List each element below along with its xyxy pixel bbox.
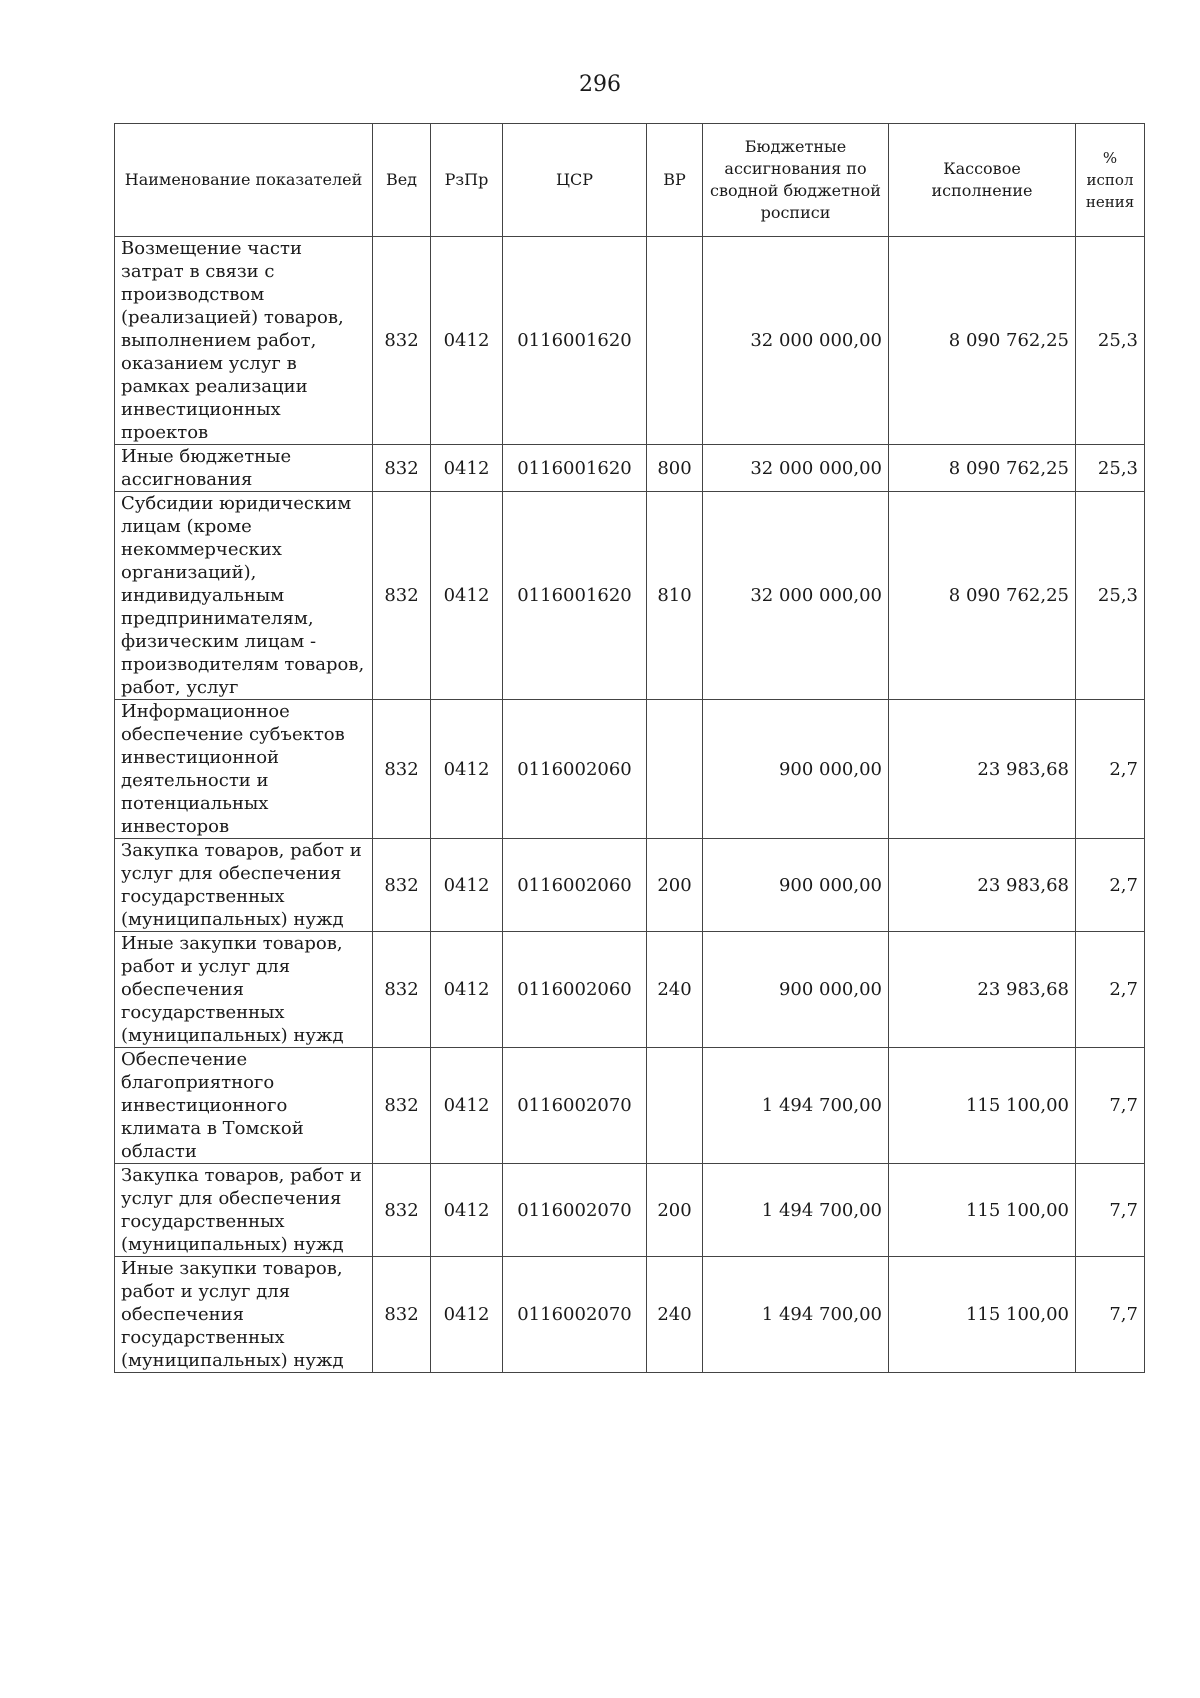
row-vr [647,237,703,445]
table-header-row [115,124,1145,237]
row-csr: 0116002070 [503,1048,647,1164]
row-cash: 23 983,68 [889,839,1076,932]
row-cash: 23 983,68 [889,932,1076,1048]
row-cash: 115 100,00 [889,1257,1076,1373]
row-vr: 240 [647,1257,703,1373]
row-vr [647,700,703,839]
row-vr: 240 [647,932,703,1048]
row-rzpr: 0412 [431,1164,503,1257]
row-cash: 115 100,00 [889,1048,1076,1164]
row-budget: 32 000 000,00 [703,237,889,445]
row-csr: 0116002060 [503,932,647,1048]
row-csr: 0116002060 [503,700,647,839]
row-cash: 8 090 762,25 [889,492,1076,700]
row-vr: 800 [647,445,703,492]
row-vr [647,1048,703,1164]
row-cash: 8 090 762,25 [889,445,1076,492]
row-name: Закупка товаров, работ и услуг для обеспечения государственных (муниципальных) нужд [115,1164,373,1257]
row-ved: 832 [373,1257,431,1373]
row-name: Иные бюджетные ассигнования [115,445,373,492]
row-csr: 0116002070 [503,1257,647,1373]
header-pct: % испол нения [1076,124,1145,237]
row-name: Возмещение части затрат в связи с производством (реализацией) товаров, выполнением работ, оказанием услуг в рамках реализации инвестиционных проектов [115,237,373,445]
header-csr: ЦСР [503,124,647,237]
row-rzpr: 0412 [431,1048,503,1164]
row-pct: 2,7 [1076,700,1145,839]
row-vr: 200 [647,1164,703,1257]
row-rzpr: 0412 [431,700,503,839]
table-row [115,1164,1145,1257]
row-budget: 1 494 700,00 [703,1164,889,1257]
table-row [115,700,1145,839]
row-name: Закупка товаров, работ и услуг для обеспечения государственных (муниципальных) нужд [115,839,373,932]
row-name: Информационное обеспечение субъектов инвестиционной деятельности и потенциальных инвесторов [115,700,373,839]
row-budget: 1 494 700,00 [703,1048,889,1164]
row-budget: 900 000,00 [703,932,889,1048]
row-vr: 200 [647,839,703,932]
row-csr: 0116001620 [503,237,647,445]
row-budget: 900 000,00 [703,839,889,932]
row-ved: 832 [373,1164,431,1257]
row-pct: 2,7 [1076,932,1145,1048]
row-rzpr: 0412 [431,492,503,700]
row-ved: 832 [373,1048,431,1164]
row-ved: 832 [373,932,431,1048]
row-csr: 0116001620 [503,492,647,700]
row-name: Обеспечение благоприятного инвестиционного климата в Томской области [115,1048,373,1164]
row-pct: 7,7 [1076,1048,1145,1164]
table-row [115,1257,1145,1373]
row-rzpr: 0412 [431,237,503,445]
table-row [115,1048,1145,1164]
row-name: Субсидии юридическим лицам (кроме некоммерческих организаций), индивидуальным предпринимателям, физическим лицам - производителям товаров, работ, услуг [115,492,373,700]
row-pct: 7,7 [1076,1164,1145,1257]
row-rzpr: 0412 [431,1257,503,1373]
header-rzpr: РзПр [431,124,503,237]
row-csr: 0116002070 [503,1164,647,1257]
row-budget: 1 494 700,00 [703,1257,889,1373]
header-vr: ВР [647,124,703,237]
row-budget: 900 000,00 [703,700,889,839]
row-ved: 832 [373,700,431,839]
row-ved: 832 [373,237,431,445]
row-pct: 25,3 [1076,492,1145,700]
row-csr: 0116002060 [503,839,647,932]
row-ved: 832 [373,492,431,700]
header-ved: Вед [373,124,431,237]
budget-execution-table [114,123,1145,1373]
row-ved: 832 [373,839,431,932]
row-name: Иные закупки товаров, работ и услуг для обеспечения государственных (муниципальных) нужд [115,932,373,1048]
row-pct: 25,3 [1076,445,1145,492]
table-row [115,932,1145,1048]
row-rzpr: 0412 [431,445,503,492]
header-name: Наименование показателей [115,124,373,237]
row-vr: 810 [647,492,703,700]
header-cash: Кассовое исполнение [889,124,1076,237]
row-csr: 0116001620 [503,445,647,492]
row-rzpr: 0412 [431,932,503,1048]
header-budget: Бюджетные ассигнования по сводной бюджетной росписи [703,124,889,237]
row-ved: 832 [373,445,431,492]
table-row [115,445,1145,492]
row-pct: 2,7 [1076,839,1145,932]
row-cash: 115 100,00 [889,1164,1076,1257]
table-row [115,492,1145,700]
row-cash: 23 983,68 [889,700,1076,839]
row-rzpr: 0412 [431,839,503,932]
row-cash: 8 090 762,25 [889,237,1076,445]
table-row [115,839,1145,932]
row-budget: 32 000 000,00 [703,445,889,492]
row-budget: 32 000 000,00 [703,492,889,700]
page-number: 296 [579,72,621,97]
row-name: Иные закупки товаров, работ и услуг для обеспечения государственных (муниципальных) нужд [115,1257,373,1373]
row-pct: 7,7 [1076,1257,1145,1373]
row-pct: 25,3 [1076,237,1145,445]
table-row [115,237,1145,445]
